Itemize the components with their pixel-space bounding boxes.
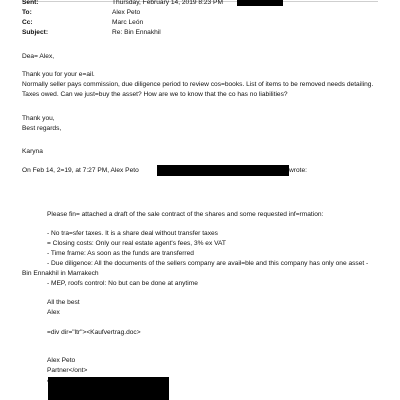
quote-intro: Please fin= attached a draft of the sale contract of the shares and some requested inf=rmation: <box>47 211 324 218</box>
quote-attachment-link[interactable]: =div dir="ltr"><Kaufvertrag.doc> <box>47 329 141 336</box>
attribution-redaction <box>157 165 289 176</box>
signature-redaction <box>48 377 169 400</box>
quote-bullet: - MEP, roofs control: No but can be done at anytime <box>47 280 198 287</box>
quote-attribution-end: wrote: <box>289 167 307 174</box>
subject-label: Subject: <box>22 29 49 36</box>
reply-signature: Karyna <box>22 148 43 155</box>
quote-bullet: = Closing costs: Only our real estate agent's fees, 3% ex VAT <box>47 240 226 247</box>
to-label: To: <box>22 9 32 16</box>
subject-value: Re: Bin Ennakhil <box>112 29 161 36</box>
cc-label: Cc: <box>22 19 33 26</box>
reply-line-3: Taxes owed. Can we just=buy the asset? How are we to know that the co has no liabilities? <box>22 91 288 98</box>
quote-bullet: - Time frame: As soon as the funds are transferred <box>47 250 194 257</box>
quote-sig-title: Partner</ont> <box>47 367 88 374</box>
quote-sig-name: Alex Peto <box>47 357 76 364</box>
sent-label: Sent: <box>22 0 39 6</box>
quote-all-best: All the best <box>47 299 80 306</box>
quote-bullet-continuation: Bin Ennakhil in Marrakech <box>22 270 99 277</box>
sent-value: Thursday, February 14, 2019 8:23 PM <box>112 0 223 6</box>
quote-name: Alex <box>47 309 60 316</box>
to-value: Alex Peto <box>112 9 141 16</box>
quote-bullet: - Due diligence: All the documents of the sellers company are avail=ble and this company has only one asset - <box>47 260 369 267</box>
cc-value: Marc León <box>112 19 144 26</box>
sent-redaction <box>237 0 283 6</box>
reply-regards: Best regards, <box>22 125 62 132</box>
reply-line-1: Thank you for your e=ail. <box>22 71 95 78</box>
quote-attribution: On Feb 14, 2=19, at 7:27 PM, Alex Peto <box>22 167 139 174</box>
quote-bullet: - No tra=sfer taxes. It is a share deal without transfer taxes <box>47 230 218 237</box>
reply-thanks: Thank you, <box>22 115 55 122</box>
reply-line-2: Normally seller pays commission, due diligence period to review cos=books. List of items to be removed needs detailing. <box>22 81 374 88</box>
reply-greeting: Dea= Alex, <box>22 53 55 60</box>
